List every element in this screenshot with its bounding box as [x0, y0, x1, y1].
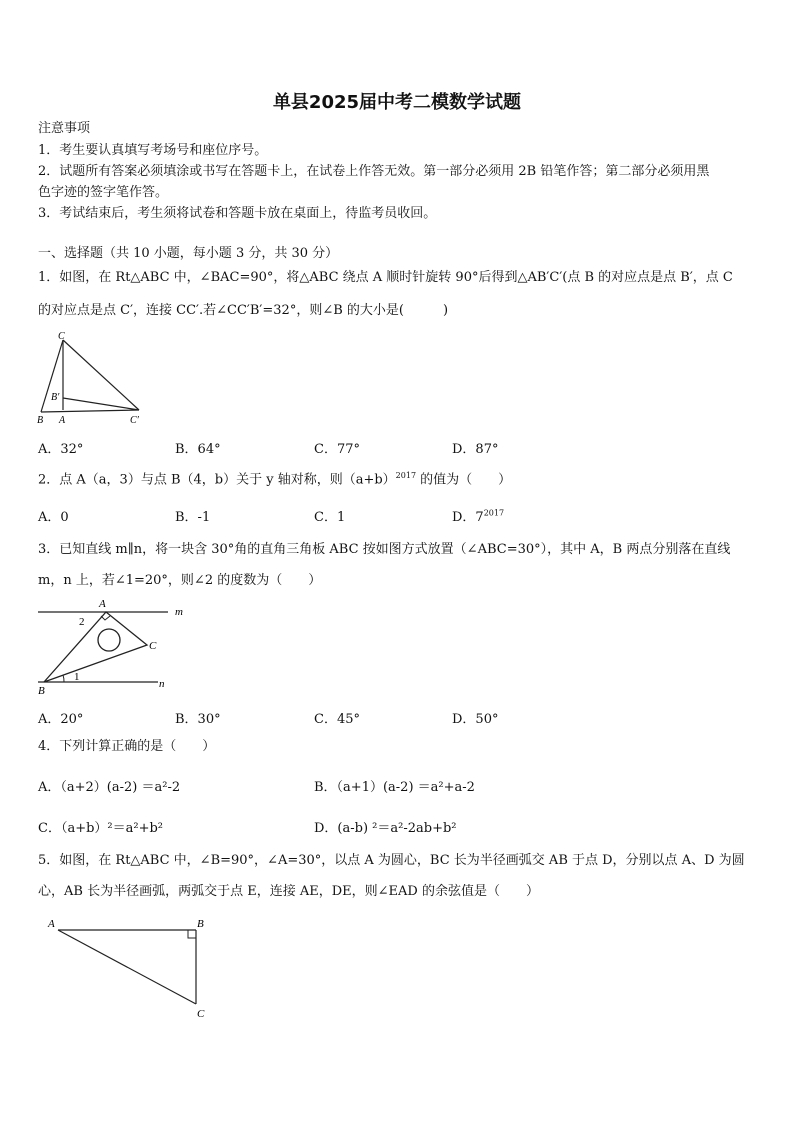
section-heading: 一、选择题（共 10 小题，每小题 3 分，共 30 分）: [38, 246, 339, 261]
notice-item-1: 1．考生要认真填写考场号和座位序号。: [38, 143, 268, 158]
q3-option-c: C．45°: [314, 712, 360, 727]
q1-text-line2: 的对应点是点 C′，连接 CC′.若∠CC′B′=32°，则∠B 的大小是( ): [38, 303, 449, 318]
q3-label-A: A: [99, 598, 106, 610]
q2-option-d-exponent: 2017: [483, 508, 505, 518]
q1-figure: [34, 328, 150, 426]
page-title: 单县2025届中考二模数学试题: [272, 92, 522, 113]
q1-option-d: D．87°: [452, 442, 499, 457]
q3-label-m: m: [175, 606, 183, 618]
q2-text-main: 2．点 A（a，3）与点 B（4，b）关于 y 轴对称，则（a+b）: [38, 472, 396, 488]
q3-text-line2: m，n 上，若∠1=20°，则∠2 的度数为（ ）: [38, 573, 322, 588]
notice-item-2-cont: 色字迹的签字笔作答。: [38, 185, 169, 200]
q2-text: [38, 468, 511, 488]
q5-text-line1: 5．如图，在 Rt△ABC 中，∠B=90°，∠A=30°，以点 A 为圆心，BC 长为半径画弧交 AB 于点 D，分别以点 A、D 为圆: [38, 853, 745, 868]
q2-option-b: B．-1: [175, 510, 211, 525]
q1-label-B-prime: B′: [51, 392, 60, 403]
q5-figure: [44, 912, 220, 1022]
q1-option-a: A．32°: [38, 442, 84, 457]
q4-option-a: A．（a+2）(a-2) ＝a²-2: [38, 780, 181, 795]
q3-label-angle-1: 1: [74, 671, 80, 683]
q5-label-C: C: [197, 1008, 205, 1020]
q4-option-c: C．（a+b）²＝a²+b²: [38, 821, 164, 836]
q3-label-C: C: [149, 640, 157, 652]
q3-text-line1: 3．已知直线 m∥n，将一块含 30°角的直角三角板 ABC 按如图方式放置（∠ABC=30°），其中 A，B 两点分别落在直线: [38, 542, 731, 557]
q3-label-angle-2: 2: [79, 616, 85, 628]
q1-label-C: C: [58, 331, 65, 342]
q4-option-d: D．(a-b) ²＝a²-2ab+b²: [314, 821, 457, 836]
q1-option-c: C．77°: [314, 442, 360, 457]
q2-option-d: [452, 506, 504, 525]
q1-option-b: B．64°: [175, 442, 221, 457]
q4-option-b: B．（a+1）(a-2) ＝a²+a-2: [314, 780, 475, 795]
q5-label-A: A: [48, 918, 55, 930]
q2-text-tail: 的值为（ ）: [416, 472, 512, 488]
q1-label-C-prime: C′: [130, 415, 139, 426]
notice-item-3: 3．考试结束后，考生须将试卷和答题卡放在桌面上，待监考员收回。: [38, 206, 437, 221]
q2-option-a: A．0: [38, 510, 69, 525]
q3-option-a: A．20°: [38, 712, 84, 727]
q4-text: 4．下列计算正确的是（ ）: [38, 739, 216, 754]
notice-heading: 注意事项: [38, 121, 91, 136]
q2-exponent: 2017: [395, 471, 417, 480]
q2-option-d-base: D．7: [452, 510, 484, 525]
q3-option-b: B．30°: [175, 712, 221, 727]
q5-text-line2: 心，AB 长为半径画弧，两弧交于点 E，连接 AE，DE，则∠EAD 的余弦值是（ ）: [38, 884, 539, 899]
q3-option-d: D．50°: [452, 712, 499, 727]
q5-label-B: B: [197, 918, 204, 930]
q2-option-c: C．1: [314, 510, 346, 525]
q3-label-n: n: [159, 678, 165, 690]
q1-text-line1: 1．如图，在 Rt△ABC 中，∠BAC=90°，将△ABC 绕点 A 顺时针旋转 90°后得到△AB′C′(点 B 的对应点是点 B′，点 C: [38, 270, 733, 285]
q3-figure: [32, 592, 192, 698]
q3-label-B: B: [38, 685, 45, 697]
q1-label-B: B: [37, 415, 44, 426]
q1-label-A: A: [59, 415, 66, 426]
notice-item-2: 2．试题所有答案必须填涂或书写在答题卡上，在试卷上作答无效。第一部分必须用 2B 铅笔作答；第二部分必须用黑: [38, 164, 710, 179]
